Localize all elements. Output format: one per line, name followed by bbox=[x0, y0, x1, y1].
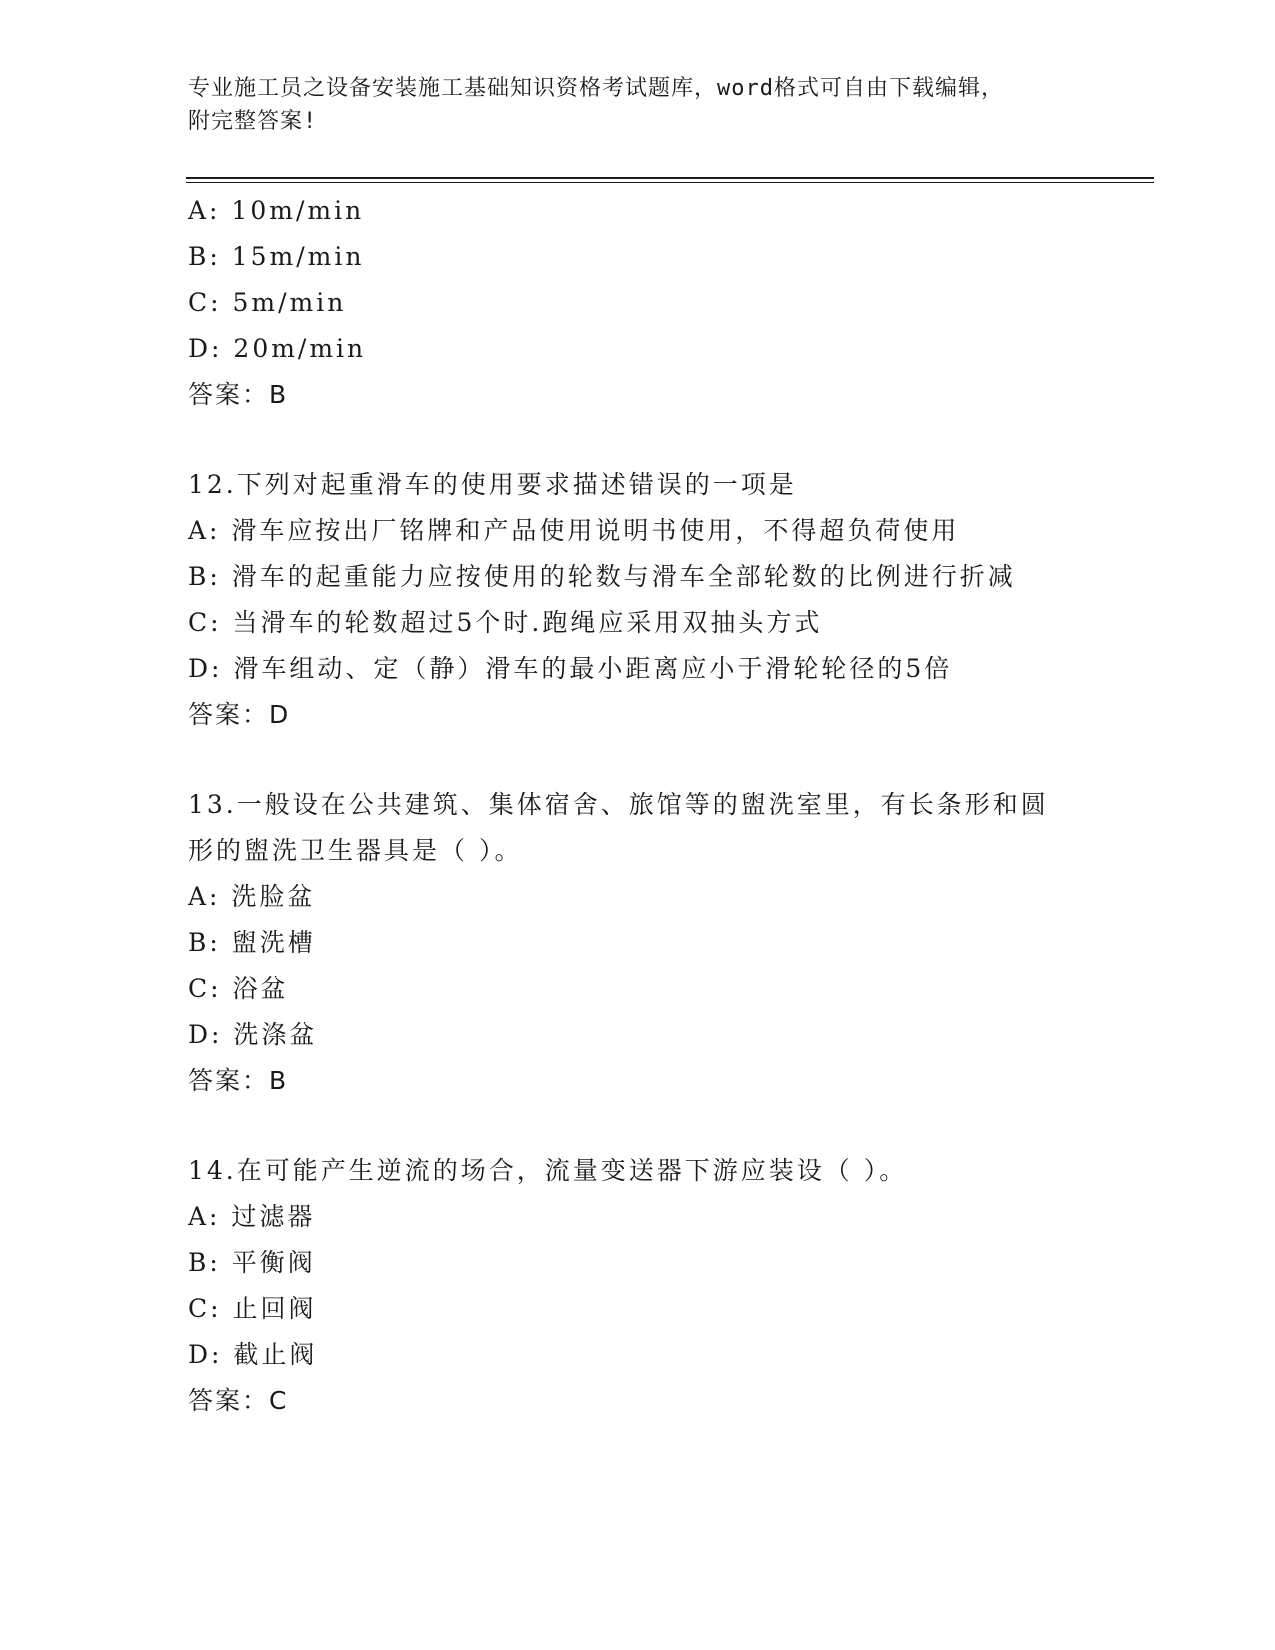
question-spacer bbox=[188, 418, 1148, 462]
option-b: B: 15m/min bbox=[188, 242, 365, 271]
answer-line: 答案：D bbox=[188, 700, 291, 729]
question-text: 12.下列对起重滑车的使用要求描述错误的一项是 bbox=[188, 470, 797, 499]
question-11 bbox=[188, 188, 1148, 418]
option-a: A: 洗脸盆 bbox=[188, 882, 316, 911]
header-divider-thick bbox=[186, 177, 1154, 179]
header-title-line-2: 附完整答案! bbox=[188, 109, 318, 134]
header-title-line-1: 专业施工员之设备安装施工基础知识资格考试题库，word格式可自由下载编辑， bbox=[188, 76, 1004, 101]
question-13 bbox=[188, 782, 1148, 1104]
question-list bbox=[188, 188, 1148, 1424]
question-text-line-2: 形的盥洗卫生器具是（ ）。 bbox=[188, 836, 523, 865]
option-b: B: 盥洗槽 bbox=[188, 928, 316, 957]
document-header bbox=[188, 72, 1088, 138]
question-text: 14.在可能产生逆流的场合，流量变送器下游应装设（ ）。 bbox=[188, 1156, 908, 1185]
option-b: B: 滑车的起重能力应按使用的轮数与滑车全部轮数的比例进行折减 bbox=[188, 562, 1016, 591]
option-d: D: 截止阀 bbox=[188, 1340, 318, 1369]
option-c: C: 当滑车的轮数超过5个时.跑绳应采用双抽头方式 bbox=[188, 608, 823, 637]
answer-line: 答案：B bbox=[188, 380, 289, 409]
option-c: C: 止回阀 bbox=[188, 1294, 317, 1323]
question-spacer bbox=[188, 1104, 1148, 1148]
question-spacer bbox=[188, 738, 1148, 782]
question-text-line-1: 13.一般设在公共建筑、集体宿舍、旅馆等的盥洗室里，有长条形和圆 bbox=[188, 790, 1049, 819]
option-c: C: 浴盆 bbox=[188, 974, 289, 1003]
option-d: D: 洗涤盆 bbox=[188, 1020, 318, 1049]
option-b: B: 平衡阀 bbox=[188, 1248, 316, 1277]
option-a: A: 10m/min bbox=[188, 196, 365, 225]
answer-line: 答案：C bbox=[188, 1386, 289, 1415]
question-14 bbox=[188, 1148, 1148, 1424]
header-divider-thin bbox=[186, 182, 1154, 183]
option-a: A: 过滤器 bbox=[188, 1202, 316, 1231]
option-a: A: 滑车应按出厂铭牌和产品使用说明书使用，不得超负荷使用 bbox=[188, 516, 960, 545]
answer-line: 答案：B bbox=[188, 1066, 289, 1095]
question-12 bbox=[188, 462, 1148, 738]
option-d: D: 20m/min bbox=[188, 334, 367, 363]
option-c: C: 5m/min bbox=[188, 288, 347, 317]
option-d: D: 滑车组动、定（静）滑车的最小距离应小于滑轮轮径的5倍 bbox=[188, 654, 953, 683]
